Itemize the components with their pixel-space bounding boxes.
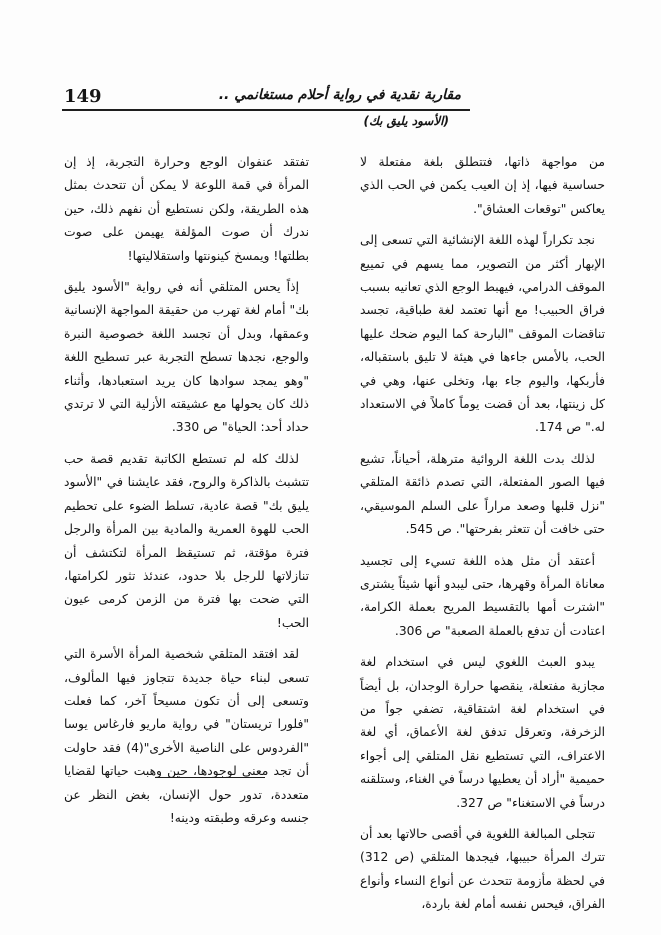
page-number: 149 xyxy=(64,86,102,107)
paragraph: يبدو العبث اللغوي ليس في استخدام لغة مجازية مفتعلة، ينقصها حرارة الوجدان، بل أيضاً في استخدام لغة اشتقاقية، تضفي جواً من الزخرفة، وتعرقل تدفق لغة الأعماق، أي لغة الاعتراف، التي تستطيع نقل المتلقي إلى أجواء حميمية "أراد أن يعطيها درساً في الغناء، وستلقنه درساً في الاستغناء" ص 327. xyxy=(360,655,605,810)
paragraph: من مواجهة ذاتها، فتتطلق بلغة مفتعلة لا حساسية فيها، إذ إن العيب يكمن في الحب الذي يعاكس "توقعات العشاق". xyxy=(360,155,605,216)
left-text-column xyxy=(64,151,309,838)
paragraph: لقد افتقد المتلقي شخصية المرأة الأسرة التي تسعى لبناء حياة جديدة تتجاوز فيها المألوف، وتسعى إلى أن تكون مسيحاً آخر، كما فعلت "فلورا تريستان" في رواية ماريو فارغاس يوسا "الفردوس على الناصية الأخرى"(4) فقد حاولت أن تجد معنى لوجودها، حين وهبت حياتها لقضايا متعددة، تدور حول الإنسان، بغض النظر عن جنسه وعرقه وطبقته ودينه! xyxy=(64,647,309,825)
paragraph: إذاً يحس المتلقي أنه في رواية "الأسود يليق بك" أمام لغة تهرب من حقيقة المواجهة الإنسانية وعمقها، وبدل أن تجسد اللغة خصوصية النبرة والوجع، نجدها تسطح التجربة عبر تسطيح اللغة "وهو يمجد سوادها كان يريد استعبادها، وأثناء ذلك كان يحولها مع عشيقته الأزلية التي لا ترتدي حداد أحد: الحياة" ص 330. xyxy=(64,280,309,435)
paragraph: تفتقد عنفوان الوجع وحرارة التجربة، إذ إن المرأة في قمة اللوعة لا يمكن أن تتحدث بمثل هذه الطريقة، ولكن نستطيع أن نفهم ذلك، حين ندرك أن صوت المؤلفة يهيمن على صوت بطلتها! ويمسخ كينونتها واستقلاليتها! xyxy=(64,155,309,263)
paragraph: لذلك كله لم تستطع الكاتبة تقديم قصة حب تتشبث بالذاكرة والروح، فقد عايشنا في "الأسود يليق بك" قصة عادية، تسلط الضوء على تحطيم الحب للهوة العمرية والمادية بين المرأة والرجل فترة مؤقتة، ثم تستيقظ المرأة لتكتشف أن تنازلاتها للرجل بلا حدود، عندئذ تثور لكرامتها، التي ضحت بها فترة من الزمن كرمى عيون الحب! xyxy=(64,451,309,630)
footnote-divider xyxy=(155,777,265,778)
paragraph: لذلك بدت اللغة الروائية مترهلة، أحياناً، تشيع فيها الصور المفتعلة، التي تصدم ذائقة المتلقي "نزل قلبها وصعد مراراً على السلم الموسيقي، حتى خافت أن تتعثر بفرحتها". ص 545. xyxy=(360,451,605,537)
paragraph: نجد تكراراً لهذه اللغة الإنشائية التي تسعى إلى الإبهار أكثر من التصوير، مما يسهم في تمييع الموقف الدرامي، فيهبط الوجع الذي تعانيه بسبب فراق الحبيب! مع أنها تعتمد لغة طباقية، تجسد تناقضات الموقف "البارحة كما اليوم ضحك عليها الحب، بالأمس جاءها في هيئة لا تليق باستقباله، فأربكها، واليوم جاء بها، وتخلى عنها، وهي في كل زينتها، بعد أن قضت يوماً كاملاً في الاستعداد له." ص 174. xyxy=(359,233,605,435)
header-divider xyxy=(62,109,470,111)
running-header-title: مقاربة نقدية في رواية أحلام مستغانمي .. xyxy=(218,87,461,103)
running-header-subtitle: (الأسود يليق بك) xyxy=(363,114,449,128)
right-text-column xyxy=(360,151,605,925)
paragraph: تتجلى المبالغة اللغوية في أقصى حالاتها بعد أن تترك المرأة حبيبها، فيجدها المتلقي (ص 312) في لحظة مأزومة تتحدث عن أنواع النساء وأنواع الفراق، فيحس نفسه أمام لغة باردة، xyxy=(360,826,605,912)
paragraph: أعتقد أن مثل هذه اللغة تسيء إلى تجسيد معاناة المرأة وقهرها، حتى ليبدو أنها شيئاً يشترى "اشترت أمها بالتقسيط المريح بعملة الكرامة، اعتادت أن تدفع بالعملة الصعبة" ص 306. xyxy=(360,553,605,638)
